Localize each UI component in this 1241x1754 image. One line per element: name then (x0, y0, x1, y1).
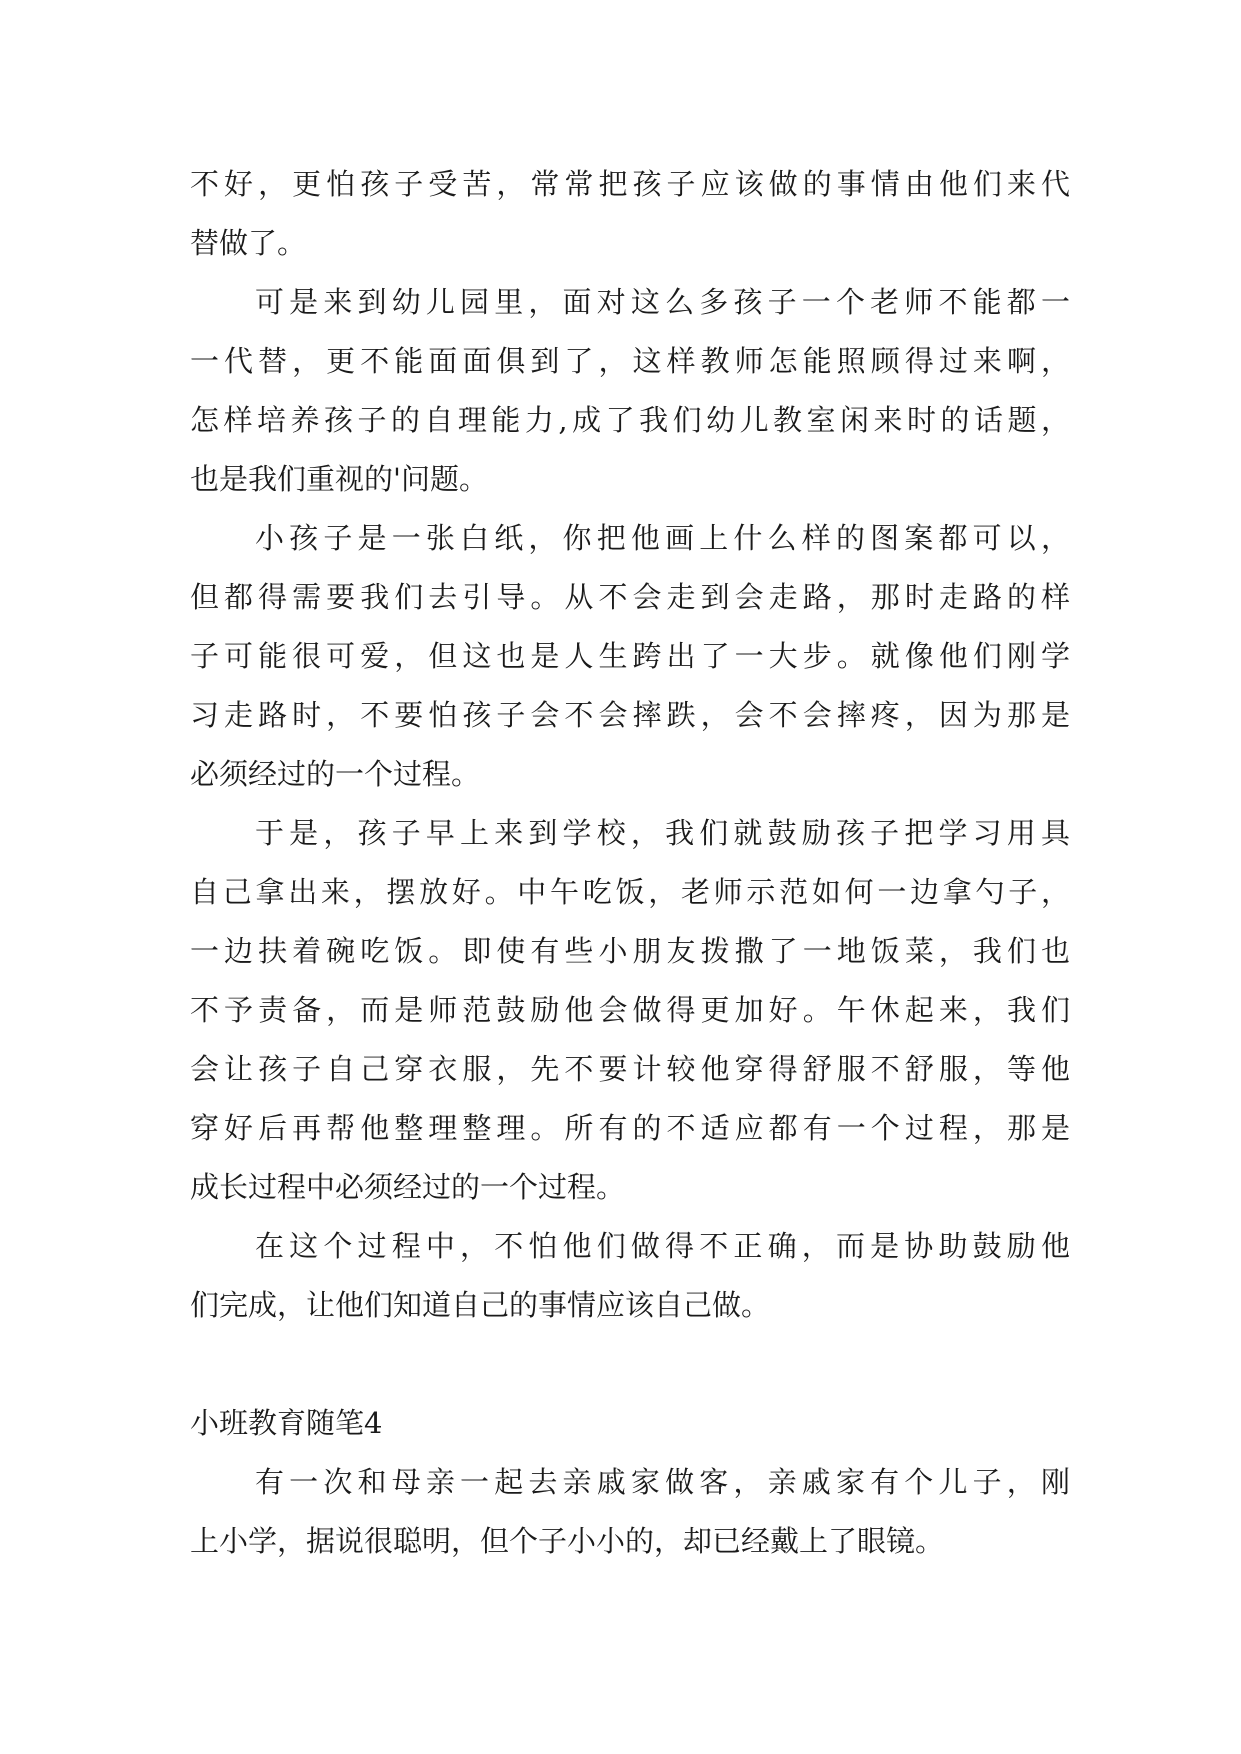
paragraph-2 (190, 273, 1070, 509)
text-line: 不予责备，而是师范鼓励他会做得更加好。午休起来，我们 (190, 993, 1070, 1027)
section-title: 小班教育随笔4 (190, 1406, 383, 1440)
text-line: 成长过程中必须经过的一个过程。 (190, 1170, 626, 1204)
text-line: 自己拿出来，摆放好。中午吃饭，老师示范如何一边拿勺子， (190, 875, 1070, 909)
text-line: 于是，孩子早上来到学校，我们就鼓励孩子把学习用具 (255, 816, 1070, 850)
text-line: 必须经过的一个过程。 (190, 757, 481, 791)
text-line: 上小学，据说很聪明，但个子小小的，却已经戴上了眼镜。 (190, 1524, 945, 1558)
text-line: 替做了。 (190, 226, 307, 260)
text-line: 怎样培养孩子的自理能力,成了我们幼儿教室闲来时的话题， (190, 403, 1070, 437)
text-line: 习走路时，不要怕孩子会不会摔跌，会不会摔疼，因为那是 (190, 698, 1070, 732)
text-line: 子可能很可爱，但这也是人生跨出了一大步。就像他们刚学 (190, 639, 1070, 673)
document-body (190, 155, 1070, 1571)
text-line: 们完成，让他们知道自己的事情应该自己做。 (190, 1288, 771, 1322)
text-line: 也是我们重视的'问题。 (190, 462, 488, 496)
text-line: 有一次和母亲一起去亲戚家做客，亲戚家有个儿子，刚 (255, 1465, 1070, 1499)
section-paragraph (190, 1453, 1070, 1571)
paragraph-1 (190, 155, 1070, 273)
paragraph-4 (190, 804, 1070, 1217)
text-line: 不好，更怕孩子受苦，常常把孩子应该做的事情由他们来代 (190, 167, 1070, 201)
text-line: 会让孩子自己穿衣服，先不要计较他穿得舒服不舒服，等他 (190, 1052, 1070, 1086)
text-line: 小孩子是一张白纸，你把他画上什么样的图案都可以， (255, 521, 1070, 555)
paragraph-5 (190, 1217, 1070, 1335)
text-line: 一边扶着碗吃饭。即使有些小朋友拨撒了一地饭菜，我们也 (190, 934, 1070, 968)
text-line: 在这个过程中，不怕他们做得不正确，而是协助鼓励他 (255, 1229, 1070, 1263)
paragraph-3 (190, 509, 1070, 804)
text-line: 穿好后再帮他整理整理。所有的不适应都有一个过程，那是 (190, 1111, 1070, 1145)
section-spacer (190, 1335, 1070, 1394)
text-line: 可是来到幼儿园里，面对这么多孩子一个老师不能都一 (255, 285, 1070, 319)
text-line: 一代替，更不能面面俱到了，这样教师怎能照顾得过来啊， (190, 344, 1070, 378)
text-line: 但都得需要我们去引导。从不会走到会走路，那时走路的样 (190, 580, 1070, 614)
